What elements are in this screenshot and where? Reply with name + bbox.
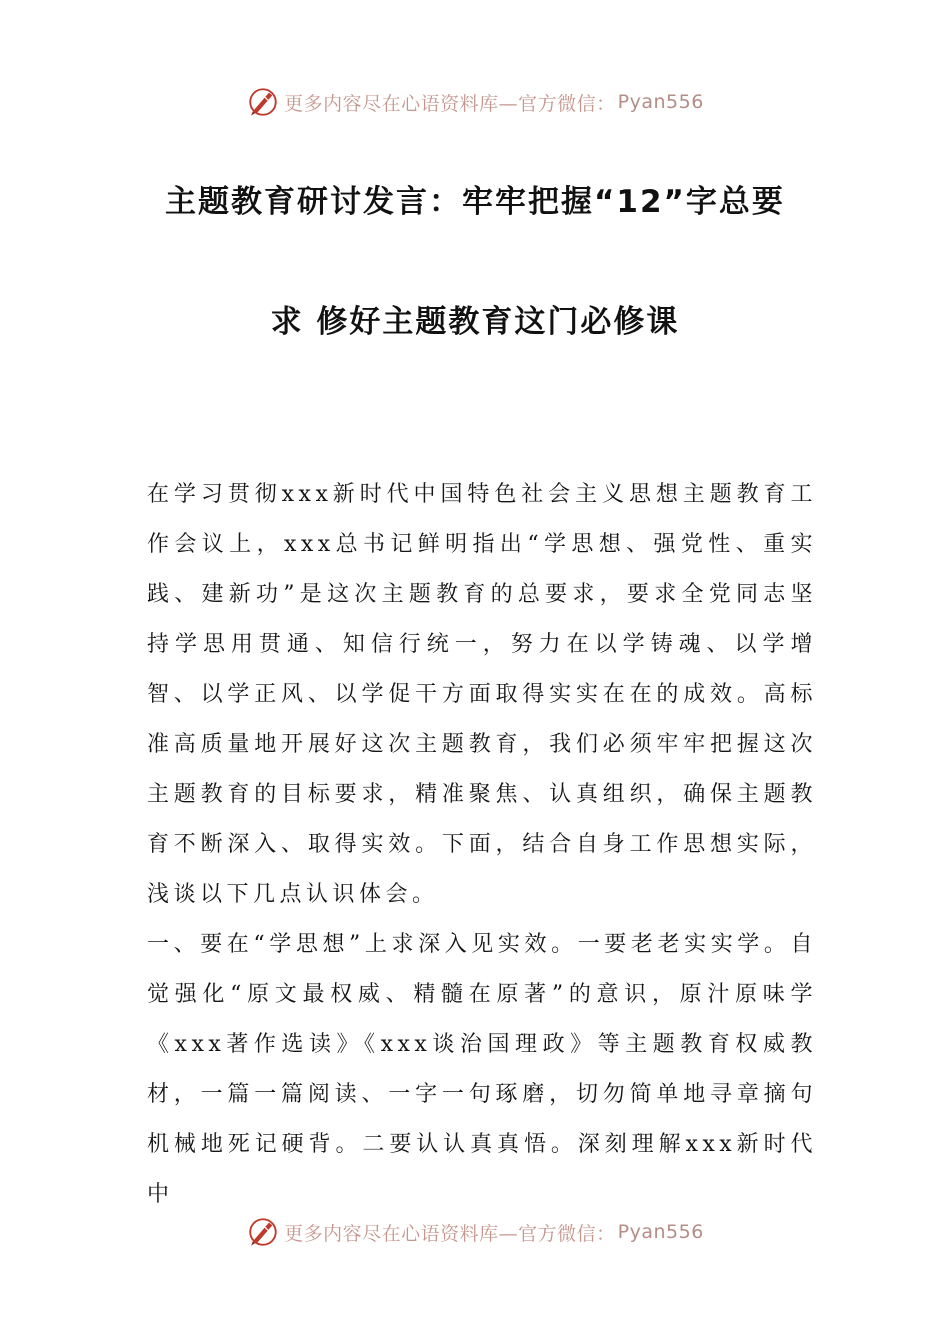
header-watermark (0, 82, 950, 122)
pen-nib-circle-icon (246, 1215, 280, 1249)
body-paragraph-2: 一、要在“学思想”上求深入见实效。一要老老实实学。自觉强化“原文最权威、精髓在原著”的意识，原汁原味学《xxx著作选读》《xxx谈治国理政》等主题教育权威教材，一篇一篇阅读、一字一句琢磨，切勿简单地寻章摘句机械地死记硬背。二要认认真真悟。深刻理解xxx新时代中 (147, 932, 817, 1207)
watermark-text: 更多内容尽在心语资料库—官方微信： (284, 1222, 616, 1245)
document-title-line-2: 求 修好主题教育这门必修课 (270, 304, 680, 340)
document-body (147, 470, 817, 1220)
footer-watermark (0, 1212, 950, 1252)
pen-nib-circle-icon (246, 85, 280, 119)
document-title-line-1: 主题教育研讨发言：牢牢把握“12”字总要 (165, 184, 785, 220)
watermark-wechat-id: Pyan556 (617, 91, 704, 113)
watermark-text: 更多内容尽在心语资料库—官方微信： (284, 92, 616, 115)
body-paragraph-1: 在学习贯彻xxx新时代中国特色社会主义思想主题教育工作会议上，xxx总书记鲜明指出“学思想、强党性、重实践、建新功”是这次主题教育的总要求，要求全党同志坚持学思用贯通、知信行统一，努力在以学铸魂、以学增智、以学正风、以学促干方面取得实实在在的成效。高标准高质量地开展好这次主题教育，我们必须牢牢把握这次主题教育的目标要求，精准聚焦、认真组织，确保主题教育不断深入、取得实效。下面，结合自身工作思想实际，浅谈以下几点认识体会。 (147, 482, 817, 907)
watermark-wechat-id: Pyan556 (617, 1221, 704, 1243)
